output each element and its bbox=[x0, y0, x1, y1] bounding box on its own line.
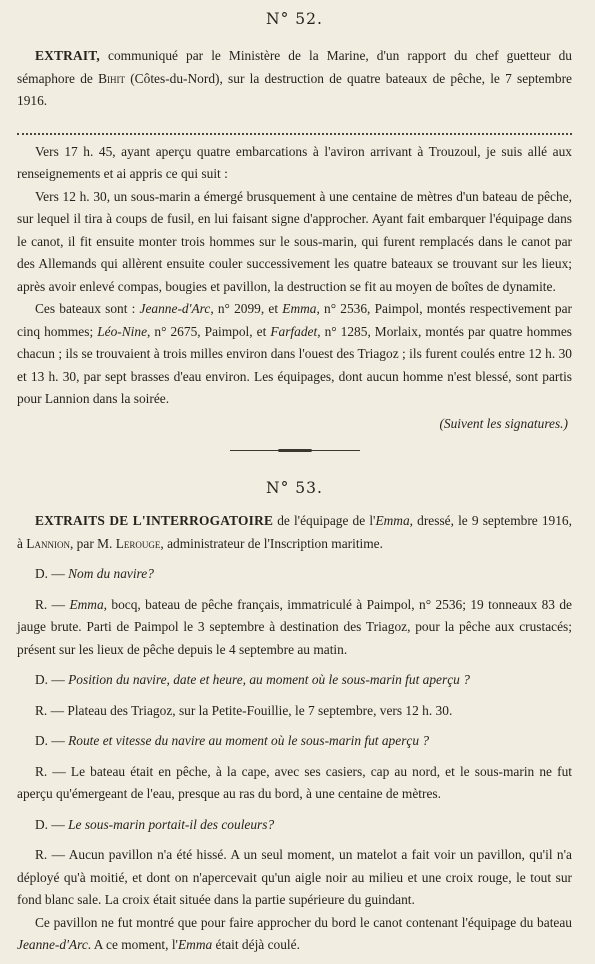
final-paragraph: Ce pavillon ne fut montré que pour faire approcher du bord le canot contenant l'équipage du bateau Jeanne-d'Arc. A ce moment, l'Emma était déjà coulé. bbox=[17, 914, 572, 952]
question-3: D. — Route et vitesse du navire au moment où le sous-marin fut aperçu ? bbox=[35, 733, 430, 748]
dotted-separator bbox=[17, 123, 572, 135]
question-1: D. — Nom du navire? bbox=[35, 566, 154, 581]
answer-4: R. — Aucun pavillon n'a été hissé. A un seul moment, un matelot a fait voir un pavillon, qu'il n'a déployé qu'à moitié, et dont on n'apercevait qu'un aigle noir au milieu et une croix rouge, le tout sur fond blanc sale. La croix était située dans la partie supérieure du guindant. bbox=[17, 847, 572, 907]
question-2: D. — Position du navire, date et heure, au moment où le sous-marin fut aperçu ? bbox=[35, 672, 470, 687]
paragraph-3: Ces bateaux sont : Jeanne-d'Arc, n° 2099, et Emma, n° 2536, Paimpol, montés respectivement par cinq hommes; Léo-Nine, n° 2675, Paimpol, et Farfadet, n° 1285, Morlaix, montés par quatre hommes chacun ; ils se trouvaient à trois milles environ dans l'ouest des Triagoz ; ils furent coulés entre 12 h. 30 et 13 h. 30, par sept brasses d'eau environ. Les équipages, dont aucun homme n'est blessé, sont partis pour Lannion dans la soirée. bbox=[17, 301, 572, 406]
answer-3: R. — Le bateau était en pêche, à la cape, avec ses casiers, cap au nord, et le sous-marin ne fut aperçu qu'émergeant de l'eau, presque au ras du bord, à une centaine de mètres. bbox=[17, 763, 572, 801]
extract-lead: EXTRAITS DE L'INTERROGATOIRE bbox=[35, 513, 274, 528]
place-name: Bihit bbox=[98, 70, 126, 86]
extract-lead: EXTRAIT, bbox=[35, 48, 100, 63]
document-number-53: N° 53. bbox=[266, 479, 323, 497]
answer-2: R. — Plateau des Triagoz, sur la Petite-Fouillie, le 7 septembre, vers 12 h. 30. bbox=[35, 702, 453, 718]
extract-intro-53: EXTRAITS DE L'INTERROGATOIRE de l'équipage de l'Emma, dressé, le 9 septembre 1916, à Lannion, par M. Lerouge, administrateur de l'Inscription maritime. bbox=[17, 513, 572, 551]
paragraph-1: Vers 17 h. 45, ayant aperçu quatre embarcations à l'aviron arrivant à Trouzoul, je suis allé aux renseignements et ai appris ce qui suit : bbox=[17, 143, 572, 181]
signature-note: (Suivent les signatures.) bbox=[439, 415, 568, 431]
ornamental-rule bbox=[230, 449, 360, 452]
paragraph-2: Vers 12 h. 30, un sous-marin a émergé brusquement à une centaine de mètres d'un bateau de pêche, sur lequel il tira à coups de fusil, en lui faisant signe d'approcher. Ayant fait embarquer l'équipage dans le canot, il fit ensuite monter trois hommes sur le sous-marin, qui furent remplacés dans le canot par des Allemands qui allèrent ensuite couler successivement les quatre bateaux se trouvant sur les lieux; après avoir enlevé compas, bougies et pavillon, la destruction se fit au moyen de boîtes de dynamite. bbox=[17, 188, 572, 294]
question-4: D. — Le sous-marin portait-il des couleurs? bbox=[35, 816, 275, 832]
extract-intro-52: EXTRAIT, communiqué par le Ministère de la Marine, d'un rapport du chef guetteur du sémaphore de Bihit (Côtes-du-Nord), sur la destruction de quatre bateaux de pêche, le 7 septembre 1916. bbox=[17, 48, 573, 108]
document-number-52: N° 52. bbox=[266, 10, 323, 28]
document-page bbox=[0, 7, 595, 964]
answer-1: R. — Emma, bocq, bateau de pêche français, immatriculé à Paimpol, n° 2536; 19 tonneaux 83 de jauge brute. Parti de Paimpol le 3 septembre à destination des Triagoz, pour la pêche aux crustacés; présent sur les lieux de pêche depuis le 4 septembre au matin. bbox=[17, 596, 572, 657]
